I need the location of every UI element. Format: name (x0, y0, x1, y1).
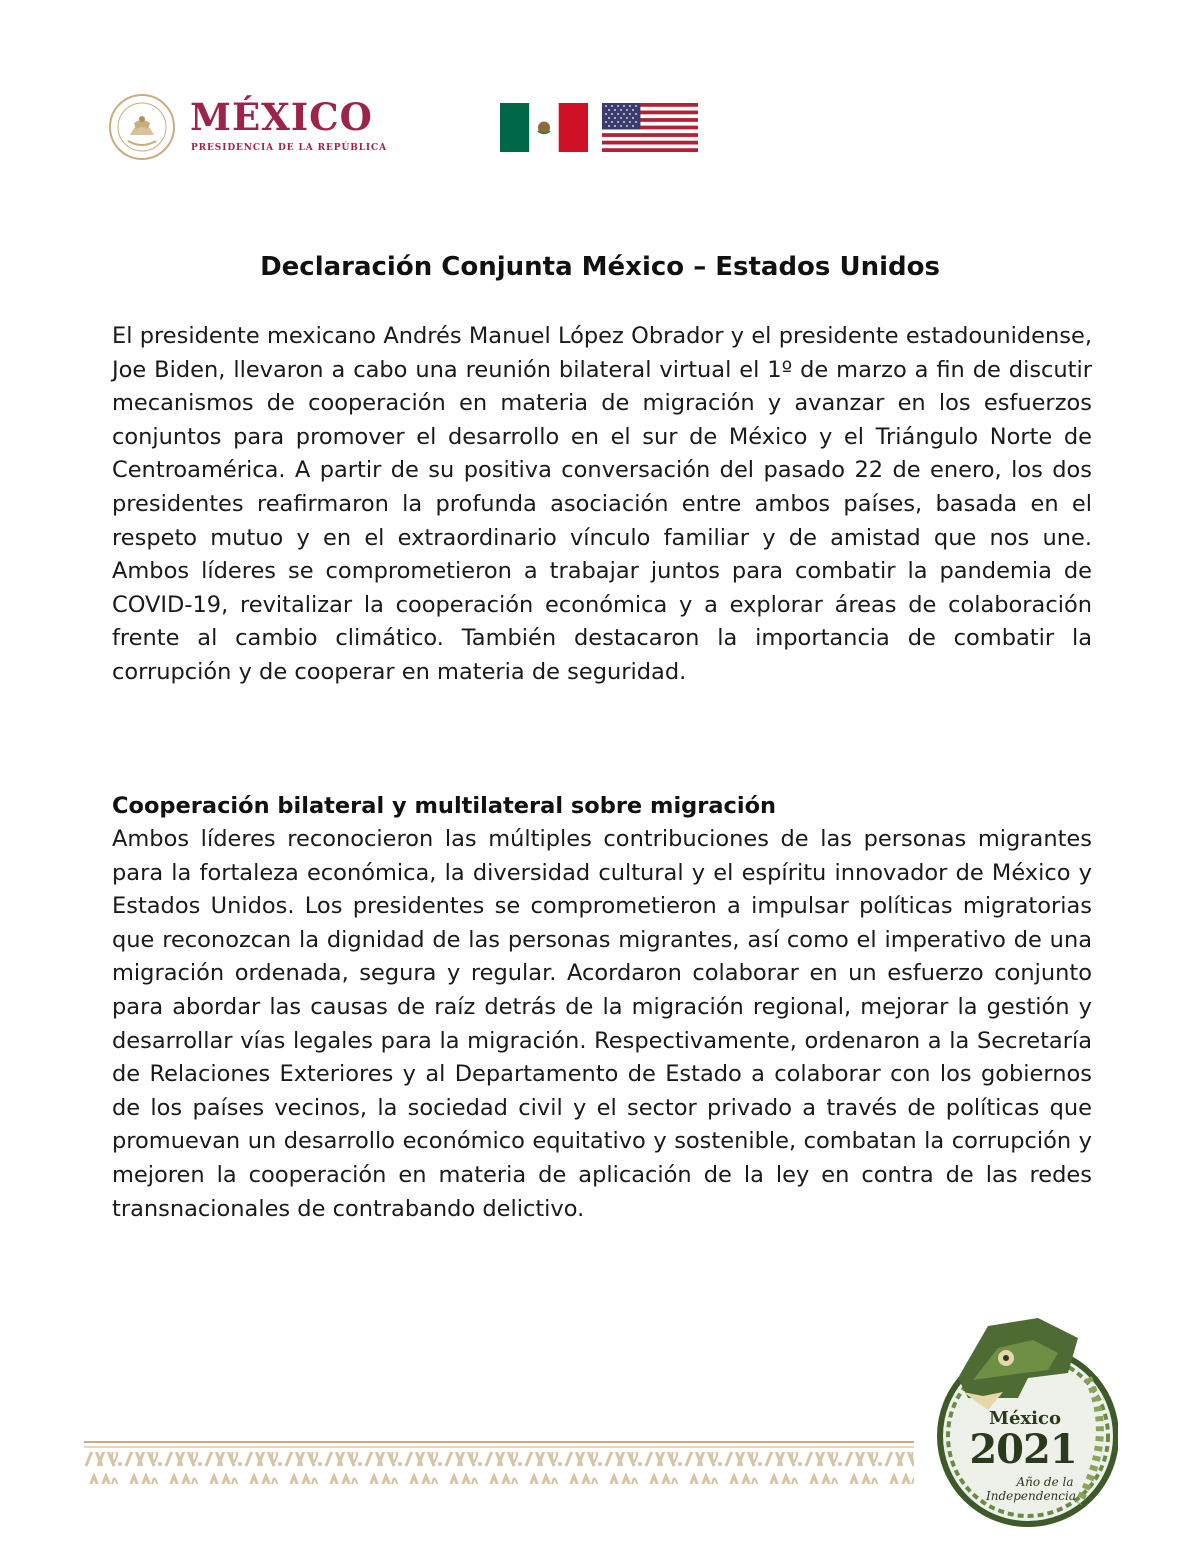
document-title: Declaración Conjunta México – Estados Unidos (260, 252, 940, 282)
national-seal-icon (108, 93, 176, 161)
mexico-flag-icon (500, 103, 588, 152)
logo-subtitle: PRESIDENCIA DE LA REPÚBLICA (191, 143, 387, 153)
mexico-presidency-logo (108, 93, 388, 165)
us-flag-icon (602, 103, 698, 152)
intro-paragraph: El presidente mexicano Andrés Manuel López Obrador y el presidente estadounidense, Joe Biden, llevaron a cabo una reunión bilateral virtual el 1º de marzo a fin de discutir mecanismos de cooperación en materia de migración y avanzar en los esfuerzos conjuntos para promover el desarrollo en el sur de México y el Triángulo Norte de Centroamérica. A partir de su positiva conversación del pasado 22 de enero, los dos presidentes reafirmaron la profunda asociación entre ambos países, basada en el respeto mutuo y en el extraordinario vínculo familiar y de amistad que nos une. Ambos líderes se comprometieron a trabajar juntos para combatir la pandemia de COVID-19, revitalizar la cooperación económica y a explorar áreas de colaboración frente al cambio climático. También destacaron la importancia de combatir la corrupción y de cooperar en materia de seguridad. (112, 323, 1092, 685)
emblem-year: 2021 (969, 1426, 1077, 1473)
section-paragraph: Ambos líderes reconocieron las múltiples contribuciones de las personas migrantes para la fortaleza económica, la diversidad cultural y el espíritu innovador de México y Estados Unidos. Los presidentes se comprometieron a impulsar políticas migratorias que reconozcan la dignidad de las personas migrantes, así como el imperativo de una migración ordenada, segura y regular. Acordaron colaborar en un esfuerzo conjunto para abordar las causas de raíz detrás de la migración regional, mejorar la gestión y desarrollar vías legales para la migración. Respectivamente, ordenaron a la Secretaría de Relaciones Exteriores y al Departamento de Estado a colaborar con los gobiernos de los países vecinos, la sociedad civil y el sector privado a través de políticas que promuevan un desarrollo económico equitativo y sostenible, combatan la corrupción y mejoren la cooperación en materia de aplicación de la ley en contra de las redes transnacionales de contrabando delictivo. (112, 826, 1092, 1222)
logo-wordmark: MÉXICO (190, 95, 373, 139)
section-heading: Cooperación bilateral y multilateral sobre migración (112, 793, 777, 819)
emblem-caption-line1: Año de la (1016, 1475, 1074, 1489)
emblem-caption-line2: Independencia (986, 1489, 1076, 1503)
footer-ornament-band (84, 1440, 914, 1486)
emblem-text (928, 1318, 1118, 1528)
emblem-country: México (989, 1408, 1061, 1429)
